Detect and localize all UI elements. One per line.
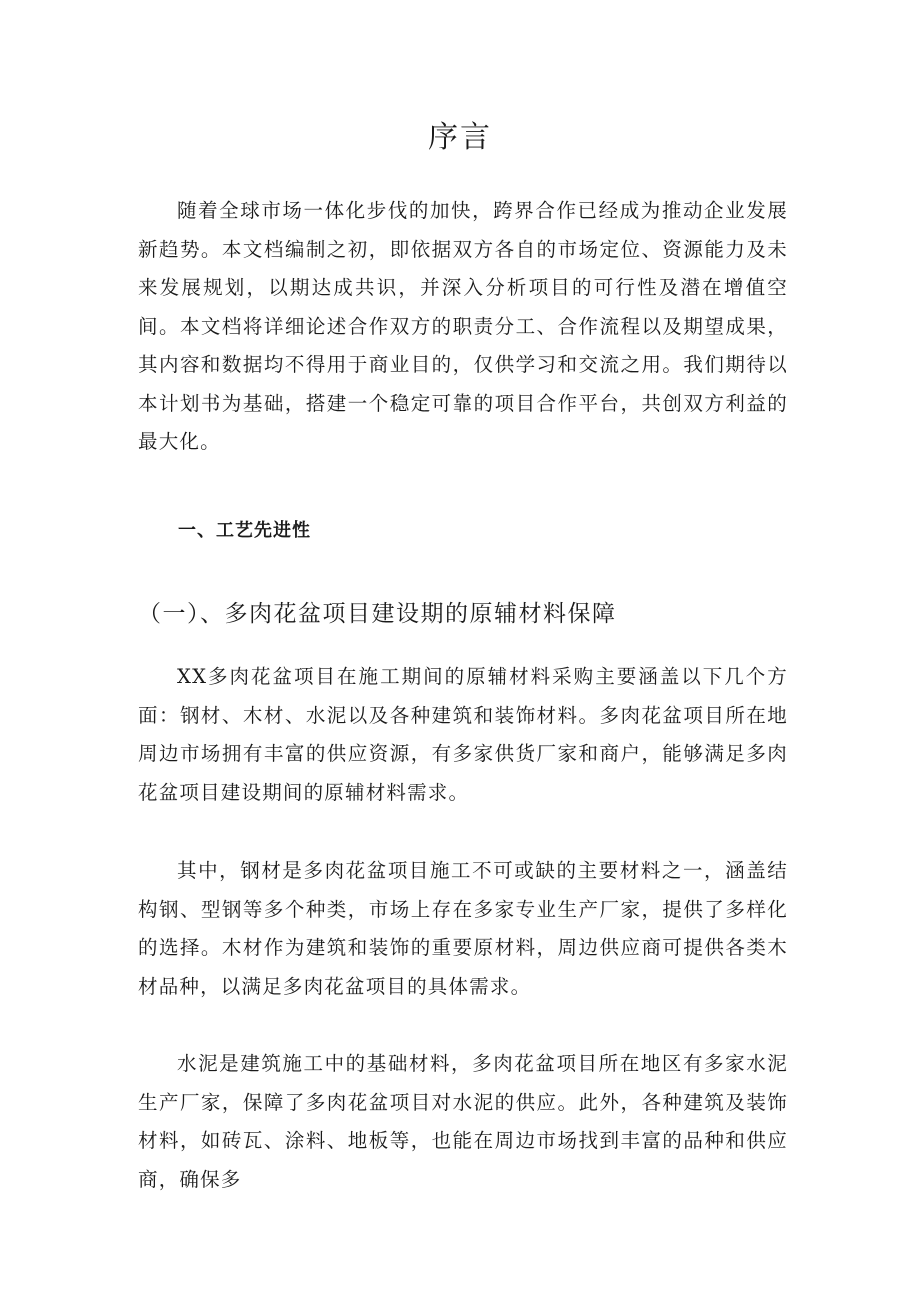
- section-heading: 一、工艺先进性: [178, 520, 311, 541]
- body-paragraph: 水泥是建筑施工中的基础材料，多肉花盆项目所在地区有多家水泥生产厂家，保障了多肉花盆项目对水泥的供应。此外，各种建筑及装饰材料，如砖瓦、涂料、地板等，也能在周边市场找到丰富的品种和供应商，确保多: [138, 1052, 788, 1191]
- intro-paragraph: 随着全球市场一体化步伐的加快，跨界合作已经成为推动企业发展新趋势。本文档编制之初，即依据双方各自的市场定位、资源能力及未来发展规划，以期达成共识，并深入分析项目的可行性及潜在增值空间。本文档将详细论述合作双方的职责分工、合作流程以及期望成果，其内容和数据均不得用于商业目的，仅供学习和交流之用。我们期待以本计划书为基础，搭建一个稳定可靠的项目合作平台，共创双方利益的最大化。: [138, 199, 788, 453]
- body-paragraph: XX多肉花盆项目在施工期间的原辅材料采购主要涵盖以下几个方面：钢材、木材、水泥以及各种建筑和装饰材料。多肉花盆项目所在地周边市场拥有丰富的供应资源，有多家供货厂家和商户，能够满足多肉花盆项目建设期间的原辅材料需求。: [138, 665, 788, 804]
- body-paragraph: 其中，钢材是多肉花盆项目施工不可或缺的主要材料之一，涵盖结构钢、型钢等多个种类，市场上存在多家专业生产厂家，提供了多样化的选择。木材作为建筑和装饰的重要原材料，周边供应商可提供各类木材品种，以满足多肉花盆项目的具体需求。: [138, 859, 788, 998]
- subsection-heading: （一）、多肉花盆项目建设期的原辅材料保障: [138, 601, 617, 627]
- page-title: 序言: [428, 120, 492, 155]
